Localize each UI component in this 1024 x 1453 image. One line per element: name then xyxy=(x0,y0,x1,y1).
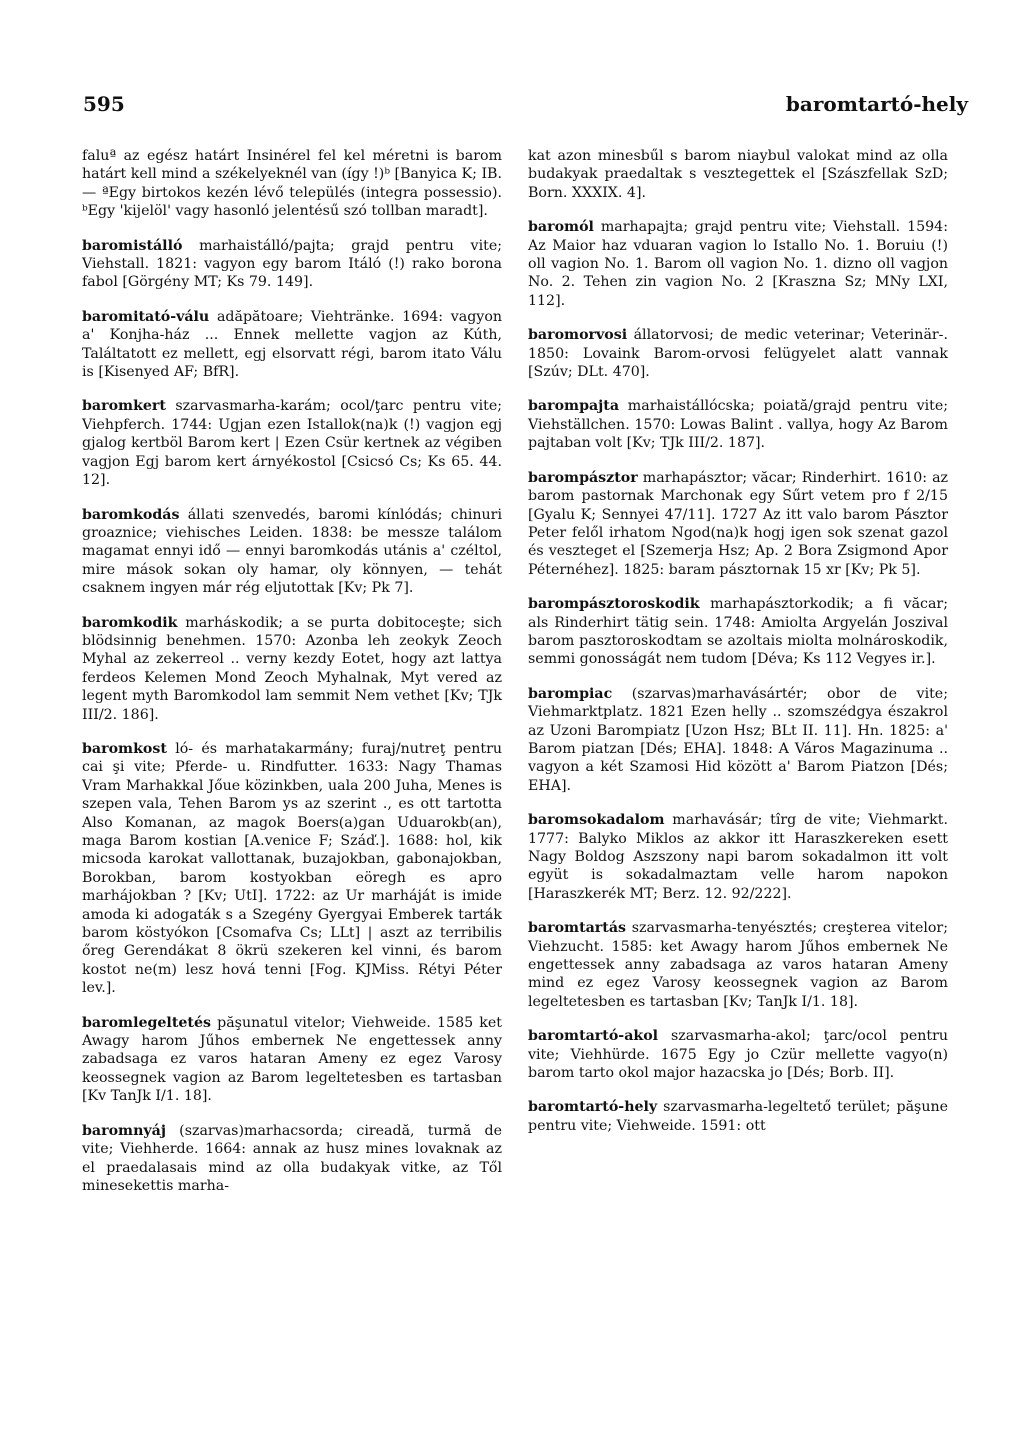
headword: barompiac xyxy=(528,685,613,702)
headword: baromtartó-akol xyxy=(528,1028,659,1045)
headword: baromkost xyxy=(82,740,167,757)
entry-text: kat azon minesbűl s barom niaybul valokat mind az olla budakyak praedaltak s vesztegettek el [Szászfellak SzD; Born. XXXIX. 4]. xyxy=(528,148,948,201)
dictionary-entry xyxy=(528,397,948,452)
headword: baromól xyxy=(528,219,594,236)
entry-text: (szarvas)marhavásártér; obor de vite; Viehmarktplatz. 1821 Ezen helly .. szomszédgya északrol az Uzoni Barompiatz [Uzon Hsz; BLt II. 11]. Hn. 1825: a' Barom piatzan [Dés; EHA]. 1848: A Város Magazinuma .. vagyon a két Szamosi Hid között a' Barom Piatzon [Dés; EHA]. xyxy=(528,685,948,794)
dictionary-entry xyxy=(528,218,948,310)
entry-text: adăpătoare; Viehtränke. 1694: vagyon a' Konjha-ház ... Ennek mellette vagjon az Kúth, Találtatott ez mellett, egj elsorvatt régi, barom itato Válu is [Kisenyed AF; BfR]. xyxy=(82,308,502,381)
entry-text: szarvasmarha-legeltető terület; păşune pentru vite; Viehweide. 1591: ott xyxy=(528,1099,948,1134)
dictionary-entry xyxy=(82,237,502,292)
dictionary-entry xyxy=(528,469,948,579)
headword: baromistálló xyxy=(82,237,183,254)
entry-text: marhapásztor; văcar; Rinderhirt. 1610: az barom pastornak Marchonak egy Sűrt vetem pro f 2/15 [Gyalu K; Sennyei 47/11]. 1727 Az itt valo barom Pásztor Peter felől irhatom Ngod(na)k hogj igen sok szenat gazol és veszteget el [Szemerja Hsz; Ap. 2 Bora Zsigmond Apor Péternéhez]. 1825: baram pásztornak 15 xr [Kv; Pk 5]. xyxy=(528,469,948,578)
dictionary-entry xyxy=(528,811,948,903)
dictionary-entry xyxy=(528,595,948,669)
headword: baromkert xyxy=(82,398,166,415)
entry-text: marhapásztorkodik; a fi văcar; als Rinderhirt tätig sein. 1748: Amiolta Argyelán Joszival barom pasztoroskodtam se azoltais miolta molnároskodik, semmi gonosságát nem tudom [Déva; Ks 112 Vegyes ir.]. xyxy=(528,596,948,668)
headword: baromlegeltetés xyxy=(82,1014,211,1031)
left-column xyxy=(82,147,502,1211)
dictionary-entry xyxy=(82,506,502,598)
right-column xyxy=(528,147,948,1151)
entry-text: állatorvosi; de medic veterinar; Veterinär-. 1850: Lovaink Barom-orvosi felügyelet alatt vannak [Szúv; DLt. 470]. xyxy=(528,327,948,381)
entry-text: marhaistálló/pajta; grajd pentru vite; Viehstall. 1821: vagyon egy barom Itáló (!) rako borona fabol [Görgény MT; Ks 79. 149]. xyxy=(82,237,502,291)
dictionary-entry xyxy=(528,1027,948,1082)
headword: barompásztoroskodik xyxy=(528,596,700,613)
dictionary-entry xyxy=(528,326,948,381)
dictionary-entry xyxy=(82,147,502,221)
running-head: baromtartó-hely xyxy=(785,92,968,116)
entry-text: szarvasmarha-karám; ocol/ţarc pentru vite; Viehpferch. 1744: Ugjan ezen Istallok(na)k (!) vagjon egj gjalog kertböl Barom kert | Ezen Csür kertnek az végiben vagjon Egj barom kert árnyékostol [Csicsó Cs; Ks 65. 44. 12]. xyxy=(82,398,502,489)
dictionary-entry xyxy=(528,685,948,795)
entry-text: állati szenvedés, baromi kínlódás; chinuri groaznice; viehisches Leiden. 1838: be messze találom magamat ennyi idő — ennyi baromkodás utánis a' czéltol, mire mások sokan oly hamar, oly könnyen, — tehát csaknem ingyen már rég eljutottak [Kv; Pk 7]. xyxy=(82,506,502,597)
entry-text: szarvasmarha-tenyésztés; creşterea vitelor; Viehzucht. 1585: ket Awagy harom Jűhos embernek Ne engettessek anny zabadsaga az varos hataran Ameny mind ez egez Varosy keossegnek vagion az Barom legeltetesben es tartasban [Kv; TanJk I/1. 18]. xyxy=(528,920,948,1010)
headword: baromkodás xyxy=(82,506,180,523)
page-number: 595 xyxy=(83,92,125,116)
dictionary-entry xyxy=(82,308,502,382)
dictionary-entry xyxy=(528,147,948,202)
headword: baromtartás xyxy=(528,920,627,937)
entry-text: marhapajta; grajd pentru vite; Viehstall. 1594: Az Maior haz vduaran vagion lo Istallo No. 1. Boruiu (!) oll vagion No. 1. Barom oll vagion No. 1. dizno oll vagjon No. 2. Tehen zin vagion No. 2 [Kraszna Sz; MNy LXI, 112]. xyxy=(528,219,948,309)
headword: baromtartó-hely xyxy=(528,1099,658,1116)
dictionary-entry xyxy=(528,919,948,1011)
entry-text: marhavásár; tîrg de vite; Viehmarkt. 1777: Balyko Miklos az akkor itt Haraszkereken esett Nagy Boldog Aszszony napi barom sokadalmon itt volt együt is sokadalmaztam velle harom napokon [Haraszkerék MT; Berz. 12. 92/222]. xyxy=(528,812,948,902)
dictionary-entry xyxy=(82,1014,502,1106)
entry-text: marháskodik; a se purta dobitoceşte; sich blödsinnig benehmen. 1570: Azonba leh zeokyk Zeoch Myhal az zekerreol .. verny kezdy Eotet, hogy azt lattya ferdeos Kelemen Mond Zeoch Myhalnak, Myt vered az legent myth Baromkodol lam semmit Nem vethet [Kv; TJk III/2. 186]. xyxy=(82,614,502,723)
headword: baromsokadalom xyxy=(528,812,665,829)
dictionary-entry xyxy=(82,740,502,998)
dictionary-entry xyxy=(82,614,502,724)
headword: baromorvosi xyxy=(528,327,628,344)
headword: barompajta xyxy=(528,398,620,415)
headword: baromnyáj xyxy=(82,1122,166,1139)
dictionary-entry xyxy=(82,1122,502,1196)
dictionary-entry xyxy=(528,1098,948,1135)
entry-text: ló- és marhatakarmány; furaj/nutreţ pentru cai şi vite; Pferde- u. Rindfutter. 1633: Nagy Thamas Vram Marhakkal Jőue közinkben, uala 200 Juha, Menes is szepen vala, Tehen Barom ys az szerint ., es ott tartotta Also Komanan, az magok Boers(a)gan Uduarokb(an), maga Barom kostian [A.venice F; Száď.]. 1688: hol, kik micsoda karokat vallottanak, buzajokban, gabonajokban, Borokban, barom kostyokban eöregh es apro marhájokban ? [Kv; UtI]. 1722: az Ur marháját is imide amoda ki adogaták s a Szegény Gyergyai Emberek tarták barom köstyókon [Csomafva Cs; LLt] | aszt az terribilis őreg Gerendákat 8 ökrü szekeren kel vinni, és barom kostot ne(m) lesz hová tenni [Fog. KJMiss. Rétyi Péter lev.]. xyxy=(82,740,502,997)
entry-text: faluª az egész határt Insinérel fel kel méretni is barom határt kell mind a székelyeknél van (így !)ᵇ [Banyica K; IB. — ªEgy birtokos kezén lévő település (integra possessio). ᵇEgy 'kijelöl' vagy hasonló jelentésű szó tollban maradt]. xyxy=(82,148,502,220)
entry-text: (szarvas)marhacsorda; cireadă, turmă de vite; Viehherde. 1664: annak az husz mines lovaknak az el praedalasais mind az olla budakyak vitke, az Től minesekettis marha- xyxy=(82,1122,502,1194)
headword: barompásztor xyxy=(528,469,638,486)
headword: baromitató-válu xyxy=(82,308,210,325)
dictionary-entry xyxy=(82,397,502,489)
headword: baromkodik xyxy=(82,614,178,631)
entry-text: marhaistállócska; poiată/grajd pentru vite; Viehställchen. 1570: Lowas Balint . vallya, hogy Az Barom pajtaban volt [Kv; TJk III/2. 187]. xyxy=(528,398,948,452)
entry-text: păşunatul vitelor; Viehweide. 1585 ket Awagy harom Jűhos embernek Ne engettessek anny zabadsaga ez varos hataran Ameny ez egez Varosy keossegnek vagion az Barom legeltetesben es tartasban [Kv TanJk I/1. 18]. xyxy=(82,1014,502,1105)
entry-text: szarvasmarha-akol; ţarc/ocol pentru vite; Viehhürde. 1675 Egy jo Czür mellette vagyo(n) barom tarto okol major hazacska jo [Dés; Borb. II]. xyxy=(528,1028,948,1082)
